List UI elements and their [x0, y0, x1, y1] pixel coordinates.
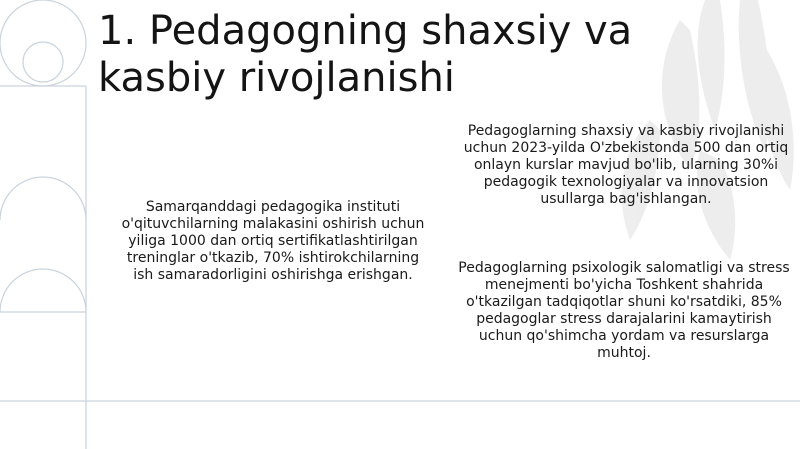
paragraph-stress-research: Pedagoglarning psixologik salomatligi va stress menejmenti bo'yicha Toshkent shahrida o'tkazilgan tadqiqotlar shuni ko'rsatdiki, 85% pedagoglar stress darajalarini kamaytirish uchun qo'shimcha yordam va resurslarga muhtoj.	[458, 260, 790, 361]
paragraph-samarqand: Samarqanddagi pedagogika instituti o'qituvchilarning malakasini oshirish uchun yiliga 1000 dan ortiq sertifikatlashtirilgan treninglar o'tkazib, 70% ishtirokchilarning ish samaradorligini oshirishga erishgan.	[121, 199, 425, 283]
slide-title: 1. Pedagogning shaxsiy va kasbiy rivojlanishi	[98, 8, 633, 101]
paragraph-online-courses: Pedagoglarning shaxsiy va kasbiy rivojlanishi uchun 2023-yilda O'zbekistonda 500 dan ortiq onlayn kurslar mavjud bo'lib, ularning 30%i pedagogik texnologiyalar va innovatsion usullarga bag'ishlangan.	[463, 123, 789, 207]
